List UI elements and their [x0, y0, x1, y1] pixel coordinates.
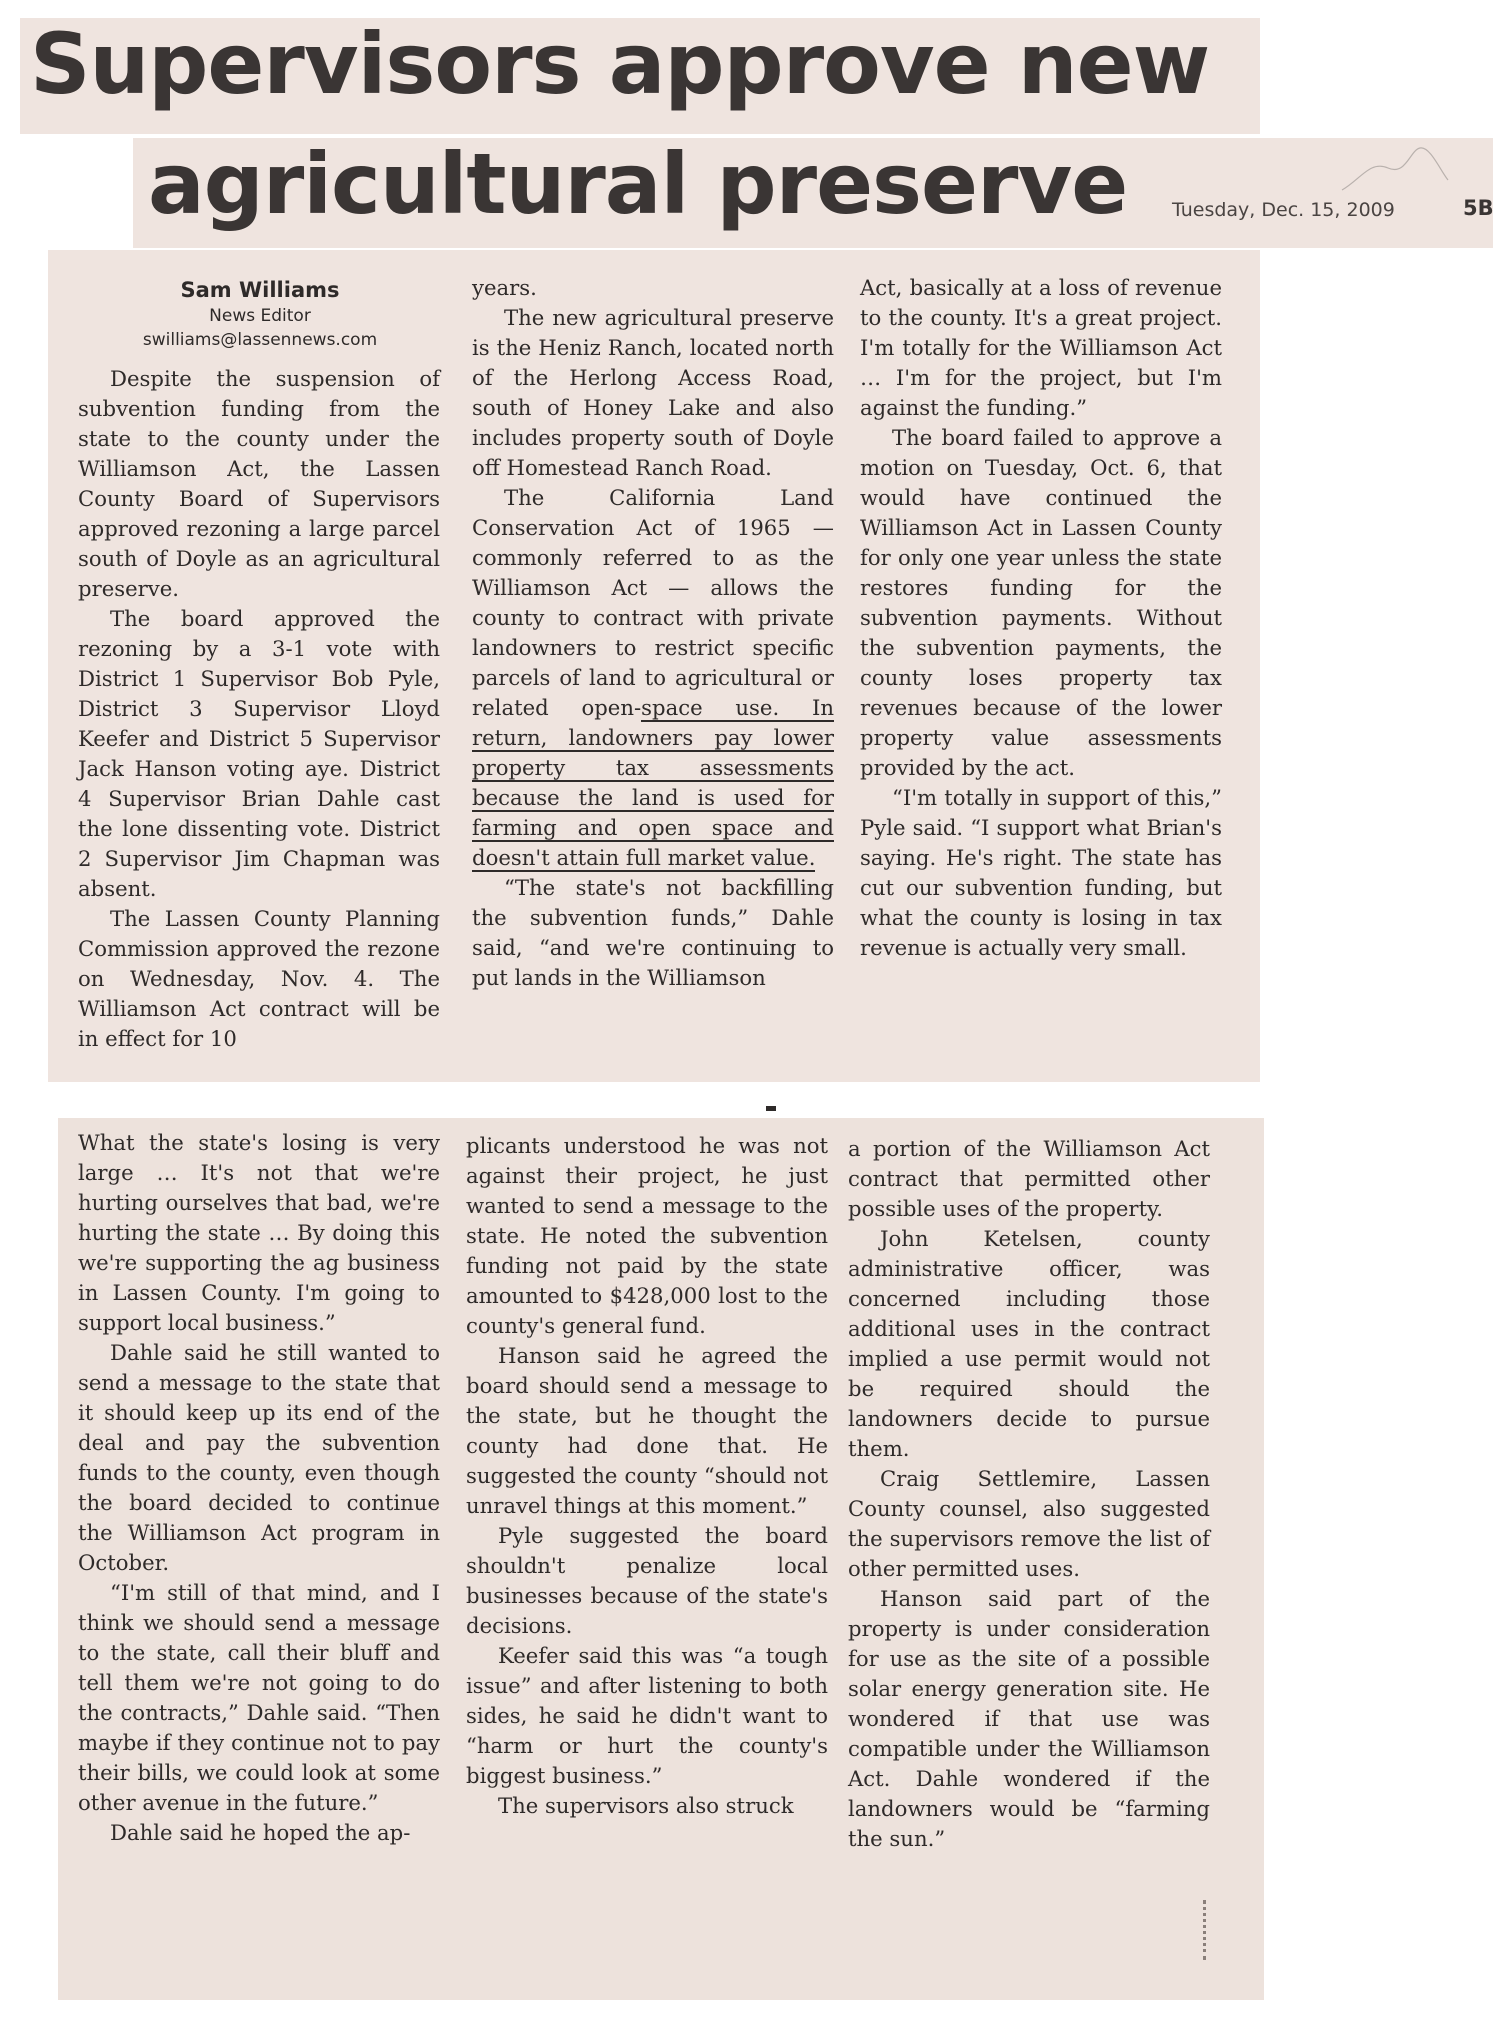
dateline: Tuesday, Dec. 15, 2009 — [1172, 199, 1395, 221]
byline-role: News Editor — [209, 306, 311, 326]
top-column-2 — [472, 273, 834, 993]
paragraph: Hanson said part of the property is under consideration for use as the site of a possible solar energy generation site. He wondered if that use was compatible under the Williamson Act. Dahle wondered if the landowners would be “farming the sun.” — [848, 1586, 1210, 1851]
paragraph: Dahle said he still wanted to send a message to the state that it should keep up its end of the deal and pay the subvention funds to the county, even though the board decided to continue the Williamson Act program in October. — [78, 1340, 440, 1575]
paragraph: a portion of the Williamson Act contract that permitted other possible uses of the property. — [848, 1136, 1210, 1221]
page-number: 5B — [1463, 196, 1494, 220]
paragraph: Pyle suggested the board shouldn't penalize local businesses because of the state's decisions. — [466, 1523, 828, 1638]
paragraph: The supervisors also struck — [498, 1793, 794, 1818]
paragraph: “I'm totally in support of this,” Pyle said. “I support what Brian's saying. He's right. The state has cut our subvention funding, but what the county is losing in tax revenue is actually very small. — [860, 785, 1222, 960]
paragraph: Act, basically at a loss of revenue to the county. It's a great project. I'm totally for the Williamson Act … I'm for the project, but I'm against the funding.” — [860, 275, 1222, 420]
byline — [120, 276, 400, 352]
top-column-3 — [860, 273, 1222, 963]
paragraph: “The state's not backfilling the subvention funds,” Dahle said, “and we're continuing to put lands in the Williamson — [472, 875, 834, 990]
paragraph — [472, 483, 834, 873]
headline-line-1: Supervisors approve new — [30, 15, 1210, 113]
paragraph-lead: The California Land Conservation Act of 1965 — commonly referred to as the Williamson Act — allows the county to contract with private landowners to restrict specific parcels of land to agricultural or related open- — [472, 485, 834, 720]
paragraph: The board approved the rezoning by a 3-1 vote with District 1 Supervisor Bob Pyle, District 3 Supervisor Lloyd Keefer and District 5 Supervisor Jack Hanson voting aye. District 4 Supervisor Brian Dahle cast the lone dissenting vote. District 2 Supervisor Jim Chapman was absent. — [78, 606, 440, 901]
paragraph: John Ketelsen, county administrative officer, was concerned including those additional uses in the contract implied a use permit would not be required should the landowners decide to pursue them. — [848, 1226, 1210, 1461]
bottom-column-2 — [466, 1131, 828, 1821]
byline-name: Sam Williams — [180, 278, 340, 302]
paragraph: Keefer said this was “a tough issue” and after listening to both sides, he said he didn't want to “harm or hurt the county's biggest business.” — [466, 1643, 828, 1788]
bottom-column-3 — [848, 1134, 1210, 1854]
paragraph: “I'm still of that mind, and I think we should send a message to the state, call their bluff and tell them we're not going to do the contracts,” Dahle said. “Then maybe if they continue not to pay their bills, we could look at some other avenue in the future.” — [78, 1580, 440, 1815]
top-column-1 — [78, 364, 440, 1054]
bottom-column-1 — [78, 1128, 440, 1848]
paragraph: Hanson said he agreed the board should send a message to the state, but he thought the county had done that. He suggested the county “should not unravel things at this moment.” — [466, 1343, 828, 1518]
paragraph: Craig Settlemire, Lassen County counsel, also suggested the supervisors remove the list of other permitted uses. — [848, 1466, 1210, 1581]
paragraph: The board failed to approve a motion on Tuesday, Oct. 6, that would have continued the Williamson Act in Lassen County for only one year unless the state restores funding for the subvention payments. Without the subvention payments, the county loses property tax revenues because of the lower property value assessments provided by the act. — [860, 425, 1222, 780]
underlined-passage: space use. In return, landowners pay lower property tax assessments because the land is used for farming and open space and doesn't attain full market value. — [472, 695, 834, 870]
paragraph: plicants understood he was not against their project, he just wanted to send a message to the state. He noted the subvention funding not paid by the state amounted to $428,000 lost to the county's general fund. — [466, 1133, 828, 1338]
clipping-edge-marks — [1203, 1900, 1210, 1960]
paragraph: The new agricultural preserve is the Heniz Ranch, located north of the Herlong Access Road, south of Honey Lake and also includes property south of Doyle off Homestead Ranch Road. — [472, 305, 834, 480]
section-divider-mark — [766, 1106, 776, 1111]
paragraph: Despite the suspension of subvention funding from the state to the county under the Williamson Act, the Lassen County Board of Supervisors approved rezoning a large parcel south of Doyle as an agricultural preserve. — [78, 366, 440, 601]
byline-email: swilliams@lassennews.com — [142, 330, 378, 350]
paragraph: Dahle said he hoped the ap- — [110, 1820, 411, 1845]
paragraph: What the state's losing is very large … It's not that we're hurting ourselves that bad, we're hurting the state … By doing this we're supporting the ag business in Lassen County. I'm going to support local business.” — [78, 1130, 440, 1335]
headline-line-2: agricultural preserve — [148, 135, 1128, 233]
tape-mark-icon — [1340, 140, 1450, 200]
paragraph: The Lassen County Planning Commission approved the rezone on Wednesday, Nov. 4. The Williamson Act contract will be in effect for 10 — [78, 906, 440, 1051]
paragraph: years. — [472, 275, 537, 300]
